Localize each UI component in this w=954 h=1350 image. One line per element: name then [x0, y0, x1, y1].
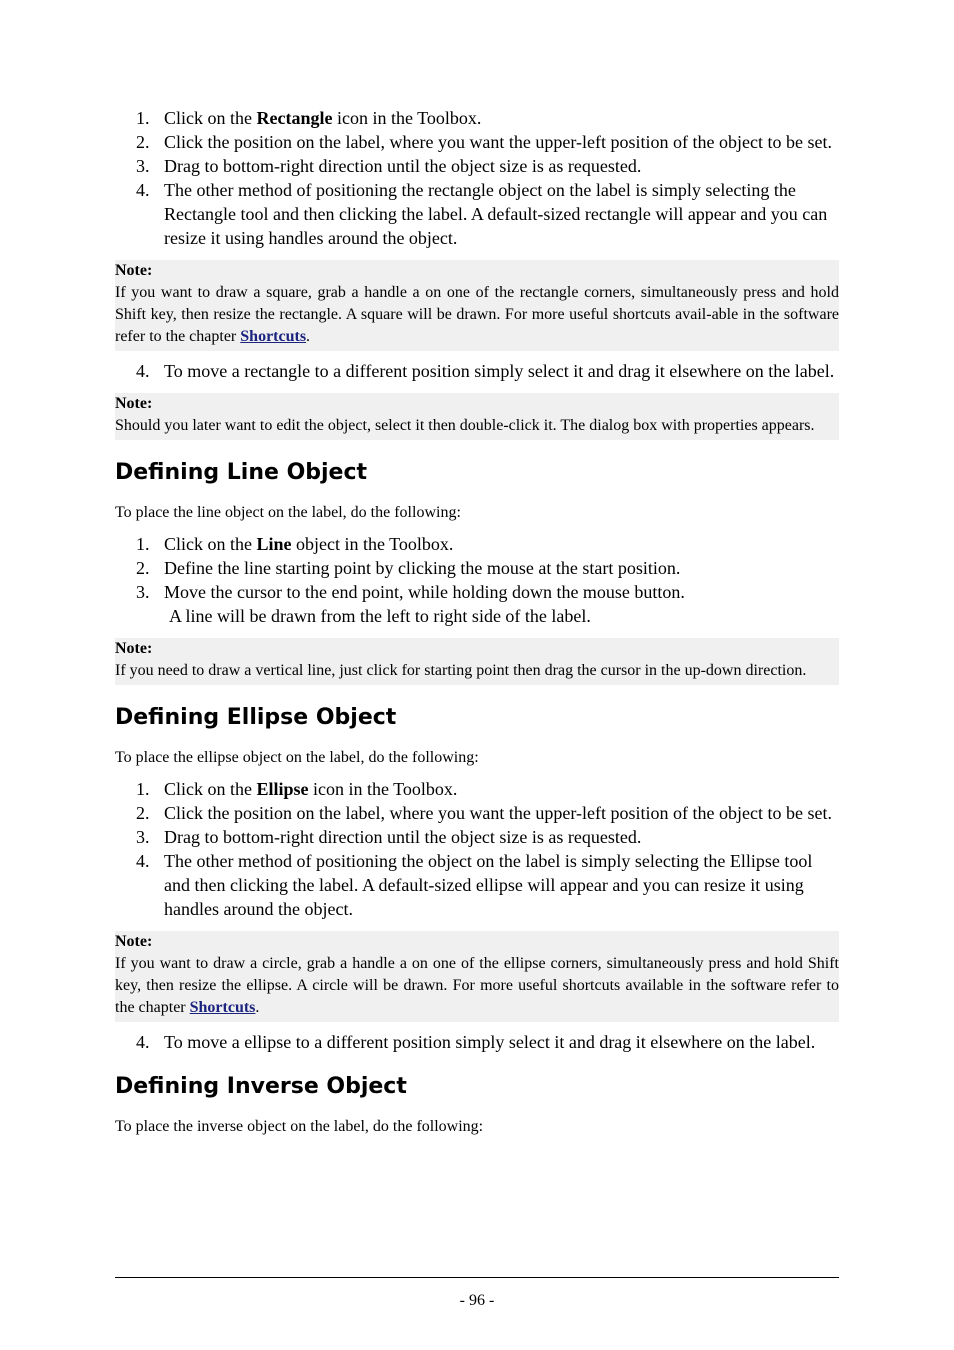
rectangle-move-step: [115, 359, 839, 383]
shortcuts-link[interactable]: Shortcuts: [240, 328, 307, 345]
footer-divider: [115, 1277, 839, 1278]
section-intro: To place the line object on the label, do the following:: [115, 504, 461, 521]
list-item: 3. Drag to bottom-right direction until the object size is as requested.: [136, 827, 642, 847]
ellipse-move-step: [115, 1030, 839, 1054]
note-title: Note:: [115, 640, 153, 657]
list-item: 4. To move a rectangle to a different position simply select it and drag it elsewhere on the label.: [136, 361, 835, 381]
note-body: If you want to draw a circle, grab a handle a on one of the ellipse corners, simultaneously press and hold Shift key, then resize the ellipse. A circle will be drawn. For more useful shortcuts available in the software refer to the chapter Shortcuts.: [115, 955, 839, 1016]
section-intro: To place the inverse object on the label, do the following:: [115, 1118, 484, 1135]
page-number: - 96 -: [459, 1292, 495, 1309]
note-box-circle: [115, 931, 839, 1022]
note-title: Note:: [115, 395, 153, 412]
list-item: 2. Define the line starting point by clicking the mouse at the start position.: [136, 558, 681, 578]
list-item: 4. The other method of positioning the object on the label is simply selecting the Ellipse tool and then clicking the label. A default-sized ellipse will appear and you can resize it using handles around the object.: [136, 851, 813, 919]
list-item: 1. Click on the Rectangle icon in the Toolbox.: [136, 108, 482, 128]
list-item: 2. Click the position on the label, where you want the upper-left position of the object to be set.: [136, 132, 832, 152]
section-heading-inverse: Defining Inverse Object: [115, 1074, 407, 1099]
note-box-square: [115, 260, 839, 351]
shortcuts-link[interactable]: Shortcuts: [189, 999, 256, 1016]
section-heading-line: Defining Line Object: [115, 460, 368, 485]
note-title: Note:: [115, 262, 153, 279]
ellipse-steps-list: [115, 777, 839, 921]
note-body: If you want to draw a square, grab a handle a on one of the rectangle corners, simultaneously press and hold Shift key, then resize the rectangle. A square will be drawn. For more useful shortcuts avail-able in the software refer to the chapter Shortcuts.: [115, 284, 839, 345]
section-heading-ellipse: Defining Ellipse Object: [115, 705, 397, 730]
list-item: 1. Click on the Line object in the Toolbox.: [136, 534, 454, 554]
list-item: 1. Click on the Ellipse icon in the Toolbox.: [136, 779, 458, 799]
list-item: 4. To move a ellipse to a different position simply select it and drag it elsewhere on the label.: [136, 1032, 816, 1052]
list-item: 3. Move the cursor to the end point, while holding down the mouse button. A line will be drawn from the left to right side of the label.: [136, 582, 685, 626]
line-steps-list: [115, 532, 839, 628]
note-box-vertical-line: [115, 638, 839, 685]
list-item: 2. Click the position on the label, where you want the upper-left position of the object to be set.: [136, 803, 832, 823]
note-box-edit: [115, 393, 839, 440]
note-body: Should you later want to edit the object, select it then double-click it. The dialog box with properties appears.: [115, 417, 815, 434]
section-intro: To place the ellipse object on the label, do the following:: [115, 749, 479, 766]
note-title: Note:: [115, 933, 153, 950]
note-body: If you need to draw a vertical line, just click for starting point then drag the cursor in the up-down direction.: [115, 662, 807, 679]
list-item: 4. The other method of positioning the rectangle object on the label is simply selecting the Rectangle tool and then clicking the label. A default-sized rectangle will appear and you can resize it using handles around the object.: [136, 180, 828, 248]
list-item: 3. Drag to bottom-right direction until the object size is as requested.: [136, 156, 642, 176]
list-continuation: A line will be drawn from the left to right side of the label.: [169, 606, 591, 626]
page-content: [115, 106, 839, 1146]
rectangle-steps-list: [115, 106, 839, 250]
